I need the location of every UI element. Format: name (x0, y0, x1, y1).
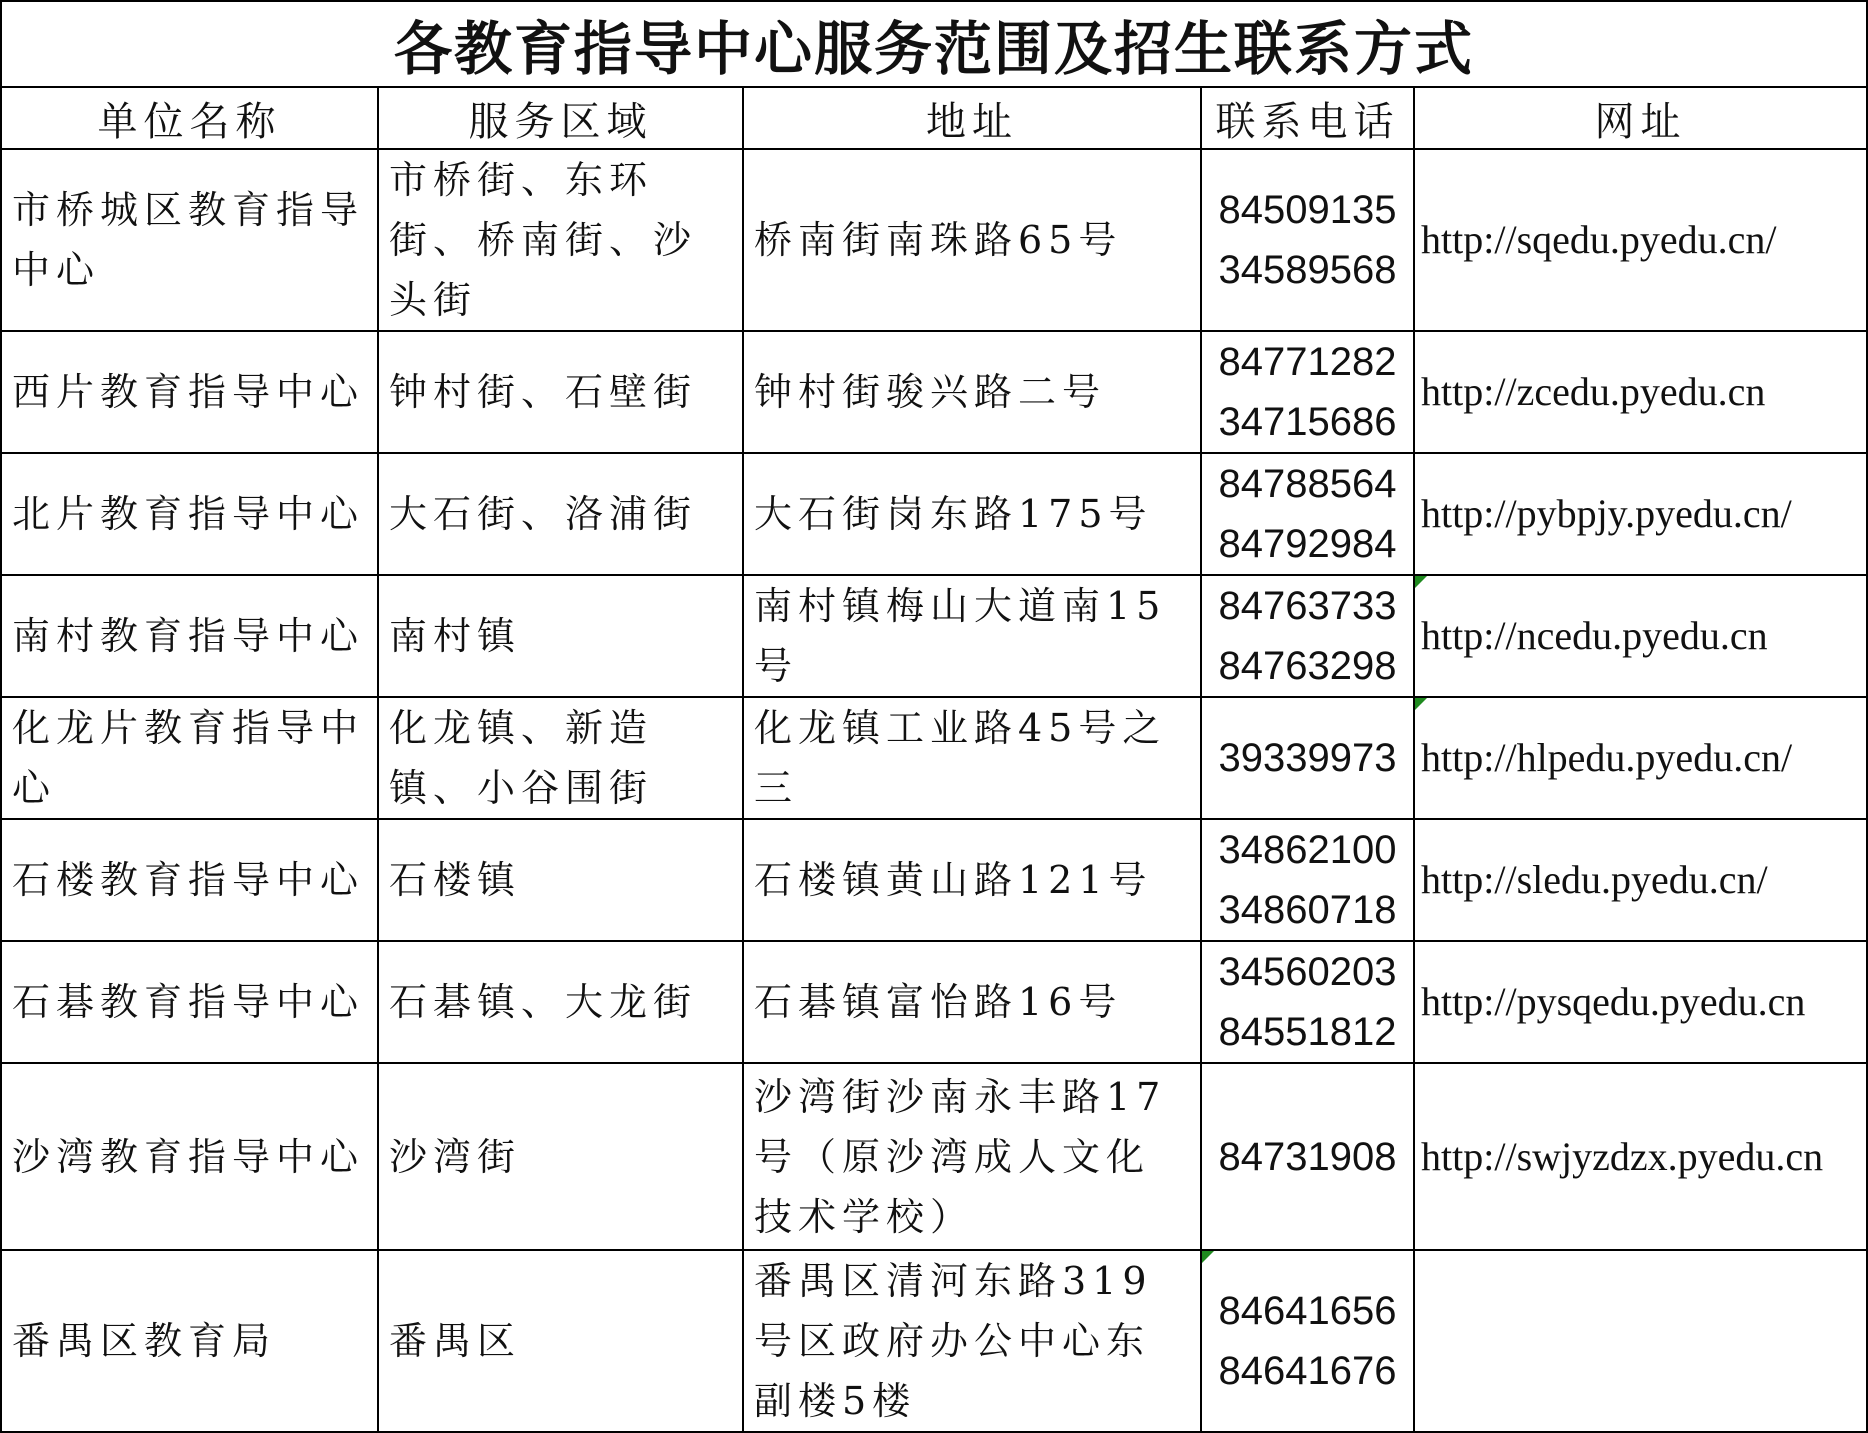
table-row (1, 697, 1867, 819)
unit-cell: 西片教育指导中心 (1, 331, 378, 453)
url-link[interactable]: http://pysqedu.pyedu.cn (1414, 941, 1867, 1063)
unit-cell: 化龙片教育指导中心 (1, 697, 378, 819)
url-link[interactable]: http://sqedu.pyedu.cn/ (1414, 149, 1867, 331)
url-cell-empty (1414, 1250, 1867, 1432)
url-link[interactable]: http://swjyzdzx.pyedu.cn (1414, 1063, 1867, 1250)
phone-cell (1201, 819, 1414, 941)
area-cell: 化龙镇、新造镇、小谷围街 (378, 697, 743, 819)
header-address: 地址 (743, 87, 1201, 149)
area-cell: 南村镇 (378, 575, 743, 697)
area-cell: 大石街、洛浦街 (378, 453, 743, 575)
table-row (1, 819, 1867, 941)
phone-number: 34715686 (1218, 400, 1397, 444)
table-row (1, 149, 1867, 331)
phone-number: 34589568 (1218, 248, 1397, 292)
unit-cell: 番禺区教育局 (1, 1250, 378, 1432)
area-cell: 石楼镇 (378, 819, 743, 941)
table-row (1, 331, 1867, 453)
phone-number: 39339973 (1218, 736, 1397, 780)
unit-cell: 北片教育指导中心 (1, 453, 378, 575)
phone-number: 84641656 (1218, 1289, 1397, 1333)
address-cell: 番禺区清河东路319号区政府办公中心东副楼5楼 (743, 1250, 1201, 1432)
phone-cell (1201, 149, 1414, 331)
header-area: 服务区域 (378, 87, 743, 149)
unit-cell: 市桥城区教育指导中心 (1, 149, 378, 331)
phone-number: 84731908 (1218, 1134, 1397, 1179)
phone-number: 84763298 (1218, 644, 1397, 688)
phone-number: 84551812 (1218, 1010, 1397, 1054)
area-cell: 番禺区 (378, 1250, 743, 1432)
phone-number: 34862100 (1218, 828, 1397, 872)
table-row (1, 1063, 1867, 1250)
phone-cell (1201, 453, 1414, 575)
url-link[interactable]: http://hlpedu.pyedu.cn/ (1414, 697, 1867, 819)
area-cell: 市桥街、东环街、桥南街、沙头街 (378, 149, 743, 331)
address-cell: 钟村街骏兴路二号 (743, 331, 1201, 453)
address-cell: 桥南街南珠路65号 (743, 149, 1201, 331)
header-unit: 单位名称 (1, 87, 378, 149)
area-cell: 石碁镇、大龙街 (378, 941, 743, 1063)
phone-cell (1201, 697, 1414, 819)
table-row (1, 1250, 1867, 1432)
address-cell: 石楼镇黄山路121号 (743, 819, 1201, 941)
phone-cell (1201, 575, 1414, 697)
url-link[interactable]: http://zcedu.pyedu.cn (1414, 331, 1867, 453)
table-row (1, 453, 1867, 575)
header-url: 网址 (1414, 87, 1867, 149)
url-link[interactable]: http://sledu.pyedu.cn/ (1414, 819, 1867, 941)
area-cell: 沙湾街 (378, 1063, 743, 1250)
phone-cell (1201, 1063, 1414, 1250)
phone-cell (1201, 1250, 1414, 1432)
phone-number: 84509135 (1218, 188, 1397, 232)
phone-number: 34560203 (1218, 950, 1397, 994)
area-cell: 钟村街、石壁街 (378, 331, 743, 453)
table-row (1, 941, 1867, 1063)
address-cell: 化龙镇工业路45号之三 (743, 697, 1201, 819)
url-link[interactable]: http://ncedu.pyedu.cn (1414, 575, 1867, 697)
address-cell: 大石街岗东路175号 (743, 453, 1201, 575)
address-cell: 石碁镇富怡路16号 (743, 941, 1201, 1063)
phone-number: 84771282 (1218, 340, 1397, 384)
address-cell: 南村镇梅山大道南15号 (743, 575, 1201, 697)
page-title: 各教育指导中心服务范围及招生联系方式 (1, 1, 1867, 87)
unit-cell: 石碁教育指导中心 (1, 941, 378, 1063)
header-row (1, 87, 1867, 149)
phone-cell (1201, 331, 1414, 453)
unit-cell: 沙湾教育指导中心 (1, 1063, 378, 1250)
phone-number: 84792984 (1218, 522, 1397, 566)
address-cell: 沙湾街沙南永丰路17号（原沙湾成人文化技术学校） (743, 1063, 1201, 1250)
unit-cell: 石楼教育指导中心 (1, 819, 378, 941)
unit-cell: 南村教育指导中心 (1, 575, 378, 697)
url-link[interactable]: http://pybpjy.pyedu.cn/ (1414, 453, 1867, 575)
phone-number: 34860718 (1218, 888, 1397, 932)
phone-cell (1201, 941, 1414, 1063)
table-row (1, 575, 1867, 697)
header-phone: 联系电话 (1201, 87, 1414, 149)
phone-number: 84641676 (1218, 1349, 1397, 1393)
phone-number: 84788564 (1218, 462, 1397, 506)
phone-number: 84763733 (1218, 584, 1397, 628)
